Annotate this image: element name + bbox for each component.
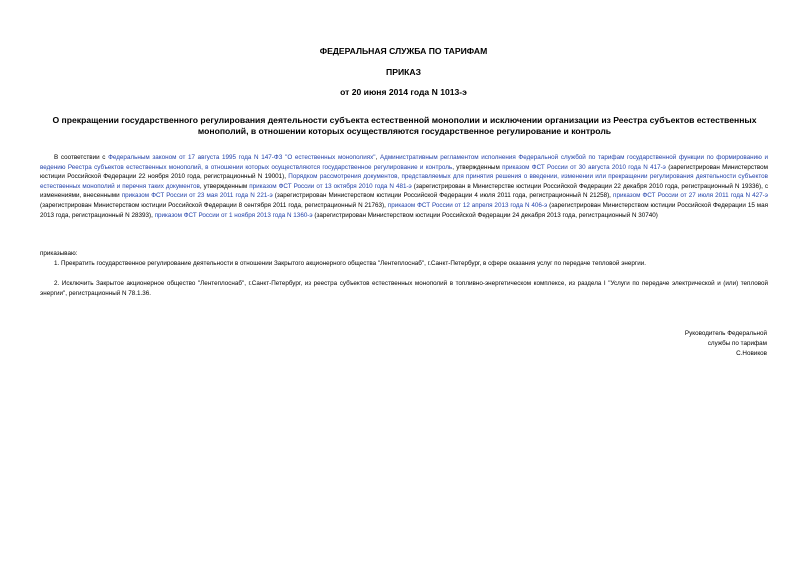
preamble-text: (зарегистрирован Министерством юстиции Российской Федерации 24 декабря 2013 года, регистрационный N 30740): [312, 211, 658, 219]
order-item-2: 2. Исключить Закрытое акционерное общество "Лентеплоснаб", г.Санкт-Петербург, из реестра субъектов естественных монополий в топливно-энергетическом комплексе, из раздела I "Услуги по передаче электрической и (или) тепловой энергии", регистрационный N 78.1.36.: [40, 280, 768, 297]
preamble-paragraph: [40, 153, 768, 220]
preamble-text: (зарегистрирован в Министерстве юстиции Российской Федерации 22 декабря 2010 года, регистрационный N 19336), с изменениями, внесенными: [40, 182, 768, 200]
preamble-text: В соответствии с: [54, 154, 109, 161]
document-date-number: от 20 июня 2014 года N 1013-э: [340, 87, 467, 97]
signature-name: С.Новиков: [736, 350, 767, 357]
order-word: приказываю:: [40, 250, 78, 257]
preamble-text: ,: [375, 154, 380, 161]
link-order-417[interactable]: приказом ФСТ России от 30 августа 2010 года N 417-э: [502, 163, 666, 171]
preamble-text: , утвержденным: [199, 182, 250, 190]
link-order-1360[interactable]: приказом ФСТ России от 1 ноября 2013 года N 1360-э: [154, 211, 313, 219]
link-admin-regulation[interactable]: Административным регламентом исполнения Федеральной службой по тарифам государственной функции по формированию и ведению Реестра субъектов естественных монополий, в отношении которых осуществляются государственное регулирование и контроль: [40, 154, 769, 171]
document-type: ПРИКАЗ: [386, 67, 421, 77]
order-item-1: 1. Прекратить государственное регулирование деятельности в отношении Закрытого акционерного общества "Лентеплоснаб", г.Санкт-Петербург, в сфере оказания услуг по передаче тепловой энергии.: [54, 260, 646, 267]
document-title: О прекращении государственного регулирования деятельности субъекта естественной монополии и исключении организации из Реестра субъектов естественных монополий, в отношении которых осуществляются государственное регулирование и контроль: [52, 115, 757, 136]
preamble-text: (зарегистрирован Министерством юстиции Российской Федерации 8 сентября 2011 года, регистрационный N 21763),: [40, 201, 388, 209]
signature-position: Руководитель Федеральной: [684, 330, 767, 337]
signature-agency: службы по тарифам: [707, 340, 767, 347]
link-order-406[interactable]: приказом ФСТ России от 12 апреля 2013 года N 406-э: [387, 201, 548, 209]
preamble-text: (зарегистрирован Министерством юстиции Российской Федерации 15 мая 2013 года, регистрационный N 28393),: [40, 201, 768, 219]
preamble-text: (зарегистрирован Министерством юстиции Российской Федерации 22 ноября 2010 года, регистрационный N 19001),: [40, 163, 768, 181]
link-order-427[interactable]: приказом ФСТ России от 27 июля 2011 года N 427-э: [613, 192, 768, 200]
preamble-text: , утвержденным: [452, 163, 503, 171]
agency-name: ФЕДЕРАЛЬНАЯ СЛУЖБА ПО ТАРИФАМ: [319, 46, 488, 56]
link-order-221[interactable]: приказом ФСТ России от 23 мая 2011 года N 221-э: [121, 192, 273, 200]
link-document-review-procedure[interactable]: Порядком рассмотрения документов, представляемых для принятия решения о введении, изменении или прекращении регулирования деятельности субъектов естественных монополий и перечня таких документов: [40, 173, 769, 190]
link-federal-law-147[interactable]: Федеральным законом от 17 августа 1995 года N 147-ФЗ "О естественных монополиях": [108, 154, 376, 161]
signature-block: [627, 329, 767, 359]
preamble-text: (зарегистрирован Министерством юстиции Российской Федерации 4 июля 2011 года, регистрационный N 21258),: [272, 192, 614, 200]
link-order-481[interactable]: приказом ФСТ России от 13 октября 2010 года N 481-э: [249, 182, 412, 190]
